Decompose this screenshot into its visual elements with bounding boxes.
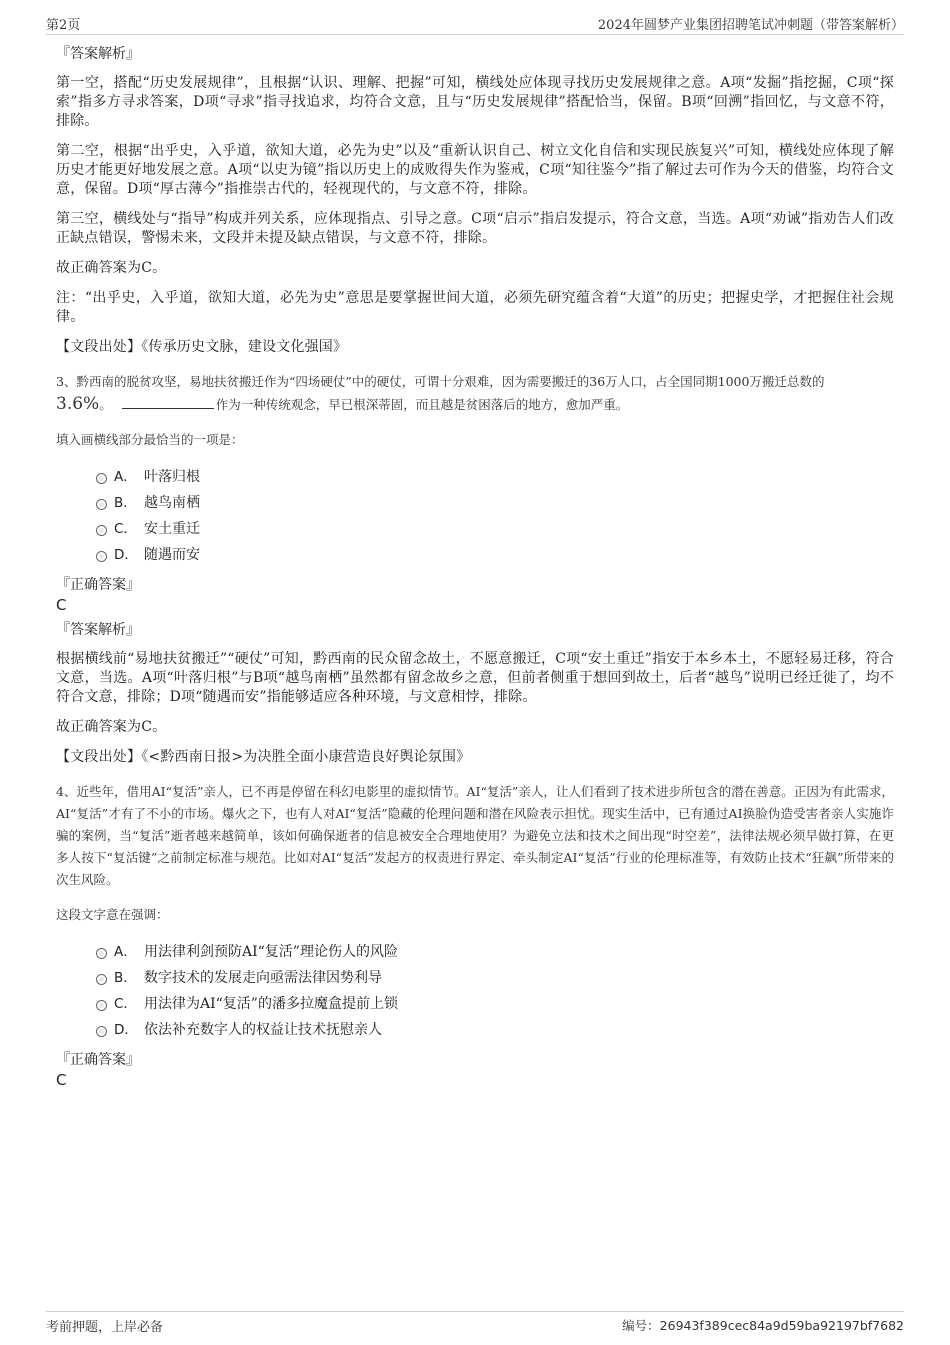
document-id: 编号：26943f389cec84a9d59ba92197bf7682 xyxy=(622,1318,904,1333)
radio-button-icon[interactable] xyxy=(96,1026,107,1037)
answer-conclusion: 故正确答案为C。 xyxy=(56,719,167,735)
correct-answer-label: 『正确答案』 xyxy=(56,577,140,593)
option-letter: A． xyxy=(114,944,137,960)
analysis-paragraph: 第二空，根据“出乎史，入乎道，欲知大道，必先为史”以及“重新认识自己、树立文化自信和实现民族复兴”可知，横线处应体现了解历史才能更好地发展之意。A项“以史为镜”指以历史上的成败得失作为鉴戒，C项“知往鉴今”指了解过去可作为今天的借鉴，均符合文意，保留。D项“厚古薄今”指推崇古代的，轻视现代的，与文意不符，排除。 xyxy=(56,143,894,197)
page-footer xyxy=(46,1311,904,1338)
radio-button-icon[interactable] xyxy=(96,974,107,985)
option-d[interactable] xyxy=(96,1017,894,1043)
option-letter: B． xyxy=(114,495,137,511)
option-text: 用法律利剑预防AI“复活”理论伤人的风险 xyxy=(144,944,398,960)
radio-button-icon[interactable] xyxy=(96,473,107,484)
option-text: 叶落归根 xyxy=(144,469,200,485)
option-text: 安土重迁 xyxy=(144,521,200,537)
option-letter: D． xyxy=(114,547,138,563)
option-a[interactable] xyxy=(96,939,894,965)
question-4-stem: 4、近些年，借用AI“复活”亲人，已不再是停留在科幻电影里的虚拟情节。AI“复活”亲人，让人们看到了技术进步所包含的潜在善意。正因为有此需求，AI“复活”才有了不小的市场。爆火之下，也有人对AI“复活”隐藏的伦理问题和潜在风险表示担忧。现实生活中，已有通过AI换脸伪造受害者亲人实施诈骗的案例，当“复活”逝者越来越简单，该如何确保逝者的信息被安全合理地使用？为避免立法和技术之间出现“时空差”，法律法规必须早做打算，在更多人按下“复活键”之前制定标准与规范。比如对AI“复活”发起方的权责进行界定、牵头制定AI“复活”行业的伦理标准等，有效防止技术“狂飙”所带来的次生风险。 xyxy=(56,784,894,887)
radio-button-icon[interactable] xyxy=(96,499,107,510)
analysis-paragraph: 根据横线前“易地扶贫搬迁”“硬仗”可知，黔西南的民众留念故土，不愿意搬迁，C项“安土重迁”指安于本乡本土，不愿轻易迁移，符合文意，当选。A项“叶落归根”与B项“越鸟南栖”虽然都有留念故乡之意，但前者侧重于想回到故土，后者“越鸟”说明已经迁徙了，均不符合文意，排除；D项“随遇而安”指能够适应各种环境，与文意相悖，排除。 xyxy=(56,651,894,705)
analysis-paragraph: 第三空，横线处与“指导”构成并列关系，应体现指点、引导之意。C项“启示”指启发提示，符合文意，当选。A项“劝诫”指劝告人们改正缺点错误，警惕未来，文段并未提及缺点错误，与文意不符，排除。 xyxy=(56,211,894,246)
radio-button-icon[interactable] xyxy=(96,551,107,562)
option-d[interactable] xyxy=(96,542,894,568)
passage-source: 【文段出处】《传承历史文脉，建设文化强国》 xyxy=(56,339,348,355)
page-number: 第2页 xyxy=(46,18,81,33)
option-letter: A． xyxy=(114,469,137,485)
option-b[interactable] xyxy=(96,490,894,516)
answer-conclusion: 故正确答案为C。 xyxy=(56,260,167,276)
option-c[interactable] xyxy=(96,516,894,542)
option-letter: B． xyxy=(114,970,137,986)
passage-source: 【文段出处】《<黔西南日报>为决胜全面小康营造良好舆论氛围》 xyxy=(56,749,471,765)
option-text: 依法补充数字人的权益让技术抚慰亲人 xyxy=(144,1022,382,1038)
option-b[interactable] xyxy=(96,965,894,991)
question-3-stem xyxy=(56,371,894,416)
page-header xyxy=(46,12,904,35)
document-body xyxy=(56,44,894,1095)
question-3-stem-part-b: 作为一种传统观念，早已根深蒂固，而且越是贫困落后的地方，愈加严重。 xyxy=(215,397,629,412)
analysis-paragraph: 第一空，搭配“历史发展规律”，且根据“认识、理解、把握”可知，横线处应体现寻找历史发展规律之意。A项“发掘”指挖掘，C项“探索”指多方寻求答案，D项“寻求”指寻找追求，均符合文意，且与“历史发展规律”搭配恰当，保留。B项“回溯”指回忆，与文意不符，排除。 xyxy=(56,75,894,129)
analysis-label: 『答案解析』 xyxy=(56,622,140,638)
radio-button-icon[interactable] xyxy=(96,948,107,959)
question-3-percentage: 3.6% xyxy=(56,394,100,414)
radio-button-icon[interactable] xyxy=(96,525,107,536)
question-3-options xyxy=(96,464,894,568)
option-text: 用法律为AI“复活”的潘多拉魔盒提前上锁 xyxy=(144,996,398,1012)
radio-button-icon[interactable] xyxy=(96,1000,107,1011)
question-3-stem-part-a: 3、黔西南的脱贫攻坚，易地扶贫搬迁作为“四场硬仗”中的硬仗，可谓十分艰难，因为需要搬迁的36万人口，占全国同期1000万搬迁总数的 xyxy=(56,374,825,389)
correct-answer-label: 『正确答案』 xyxy=(56,1052,140,1068)
fill-blank xyxy=(122,396,214,409)
option-text: 数字技术的发展走向亟需法律因势利导 xyxy=(144,970,382,986)
option-c[interactable] xyxy=(96,991,894,1017)
option-letter: C． xyxy=(114,521,137,537)
correct-answer-value: C xyxy=(56,1071,67,1089)
option-letter: D． xyxy=(114,1022,138,1038)
question-3-prompt: 填入画横线部分最恰当的一项是： xyxy=(56,432,244,447)
option-text: 随遇而安 xyxy=(144,547,200,563)
analysis-note: 注：“出乎史，入乎道，欲知大道，必先为史”意思是要掌握世间大道，必须先研究蕴含着“大道”的历史；把握史学，才把握住社会规律。 xyxy=(56,290,894,325)
option-text: 越鸟南栖 xyxy=(144,495,200,511)
question-3-period: 。 xyxy=(99,397,112,412)
question-4-prompt: 这段文字意在强调： xyxy=(56,907,169,922)
question-4-options xyxy=(96,939,894,1043)
footer-slogan: 考前押题，上岸必备 xyxy=(46,1320,164,1335)
document-title: 2024年圆梦产业集团招聘笔试冲刺题（带答案解析） xyxy=(597,18,904,33)
option-letter: C． xyxy=(114,996,137,1012)
option-a[interactable] xyxy=(96,464,894,490)
analysis-label: 『答案解析』 xyxy=(56,46,140,62)
correct-answer-value: C xyxy=(56,596,67,614)
